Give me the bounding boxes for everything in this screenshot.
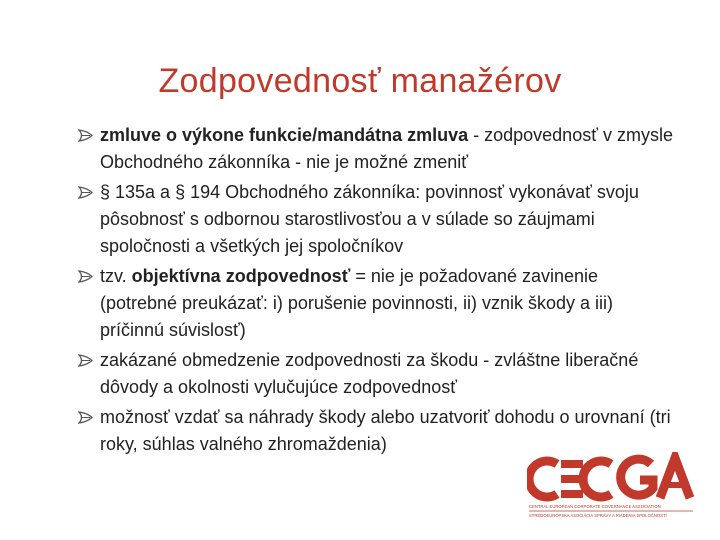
bullet-arrow-icon — [78, 270, 94, 283]
bullet-text-bold: objektívna zodpovednosť — [131, 266, 351, 286]
page-title: Zodpovednosť manažérov — [158, 62, 562, 100]
bullet-list — [78, 122, 678, 461]
bullet-arrow-icon — [78, 129, 94, 142]
bullet-item — [78, 122, 678, 176]
bullet-text: § 135a a § 194 Obchodného zákonníka: povinnosť vykonávať svoju pôsobnosť s odbornou starostlivosťou a v súlade so záujmami spoločnosti a všetkých jej spoločníkov — [100, 182, 639, 256]
bullet-text: = nie je požadované zavinenie (potrebné preukázať: i) porušenie povinnosti, ii) vznik škody a iii) príčinnú súvislosť) — [100, 266, 613, 340]
bullet-item — [78, 179, 678, 260]
cecga-logo — [527, 452, 697, 522]
bullet-arrow-icon — [78, 411, 94, 424]
cecga-logo-graphic — [527, 452, 697, 522]
bullet-arrow-icon — [78, 354, 94, 367]
bullet-text-bold: zmluve o výkone funkcie/mandátna zmluva — [100, 125, 469, 145]
bullet-text: tzv. — [100, 266, 132, 286]
bullet-item — [78, 404, 678, 458]
bullet-text: zakázané obmedzenie zodpovednosti za škodu - zvláštne liberačné dôvody a okolnosti vylučujúce zodpovednosť — [100, 350, 639, 397]
bullet-text: možnosť vzdať sa náhrady škody alebo uzatvoriť dohodu o urovnaní (tri roky, súhlas valného zhromaždenia) — [100, 407, 671, 454]
bullet-item — [78, 263, 678, 344]
logo-line1: CENTRAL EUROPEAN CORPORATE GOVERNANCE ASSOCIATION — [529, 504, 661, 509]
bullet-item — [78, 347, 678, 401]
bullet-text: - zodpovednosť v zmysle Obchodného zákonníka - nie je možné zmeniť — [100, 125, 673, 172]
logo-line2: STREDOEURÓPSKA ASOCIÁCIA SPRÁVY A RIADENIA SPOLOČNOSTÍ — [529, 513, 667, 518]
bullet-arrow-icon — [78, 186, 94, 199]
